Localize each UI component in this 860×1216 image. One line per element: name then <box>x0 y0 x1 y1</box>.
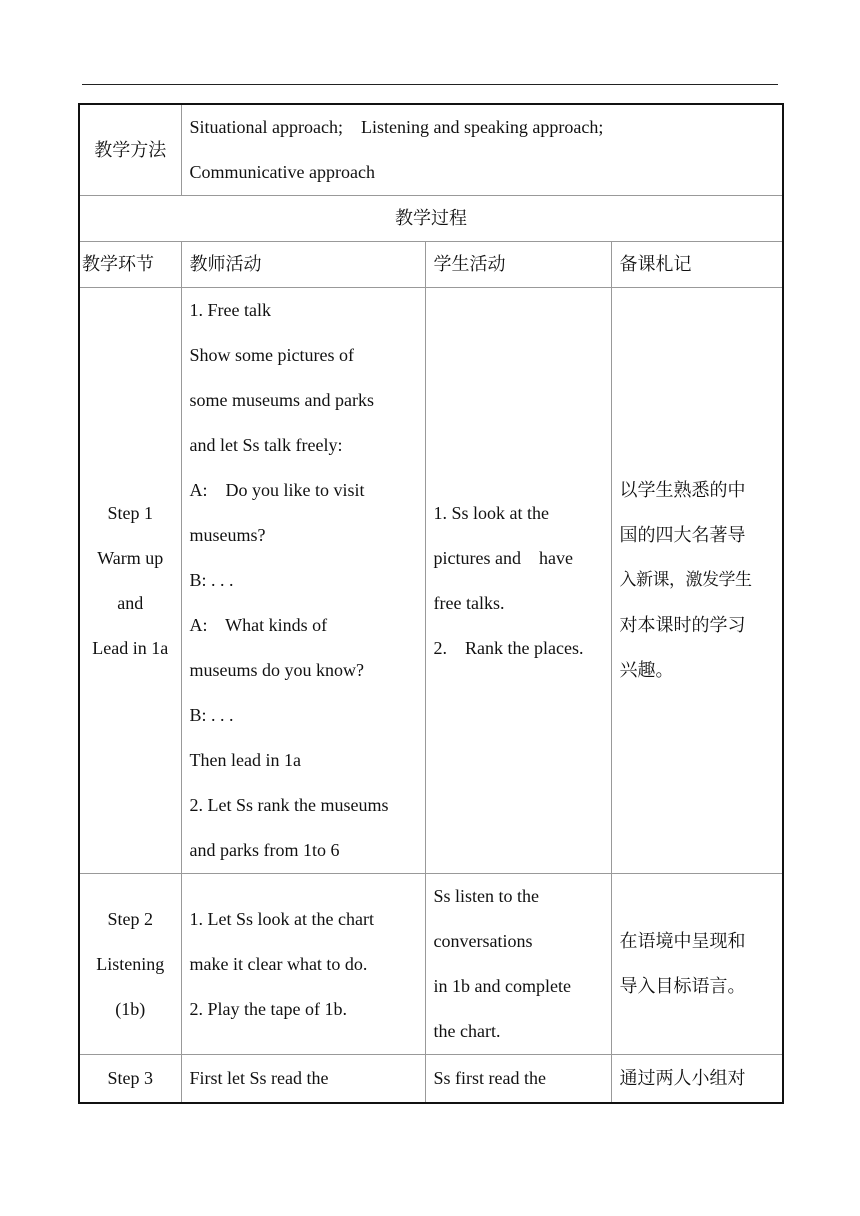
stage-line: and <box>117 592 144 613</box>
student-line: 2. Rank the places. <box>433 637 584 658</box>
step3-row <box>79 1055 783 1104</box>
teacher-line: museums? <box>189 525 266 545</box>
method-content <box>181 104 783 196</box>
student-line: conversations <box>433 931 533 951</box>
teacher-line: 2. Play the tape of 1b. <box>189 998 347 1019</box>
step1-notes <box>611 288 783 874</box>
teacher-line: 1. Free talk <box>189 300 271 320</box>
notes-line: 在语境中呈现和 <box>619 931 746 952</box>
step3-notes: 通过两人小组对 <box>611 1055 783 1104</box>
teacher-line: 1. Let Ss look at the chart <box>189 908 374 929</box>
notes-line: 对本课时的学习 <box>619 615 746 636</box>
teacher-line: A: Do you like to visit <box>189 480 365 500</box>
stage-line: Warm up <box>97 547 164 568</box>
notes-line: 导入目标语言。 <box>619 976 746 997</box>
method-row <box>79 104 783 196</box>
teacher-line: some museums and parks <box>189 390 374 410</box>
step2-notes <box>611 874 783 1055</box>
step2-row <box>79 874 783 1055</box>
stage-line: Lead in 1a <box>92 637 169 658</box>
teacher-line: and let Ss talk freely: <box>189 435 343 455</box>
header-stage: 教学环节 <box>79 242 181 288</box>
teacher-line: Show some pictures of <box>189 345 354 365</box>
teacher-line: 2. Let Ss rank the museums <box>189 795 389 815</box>
teacher-line: Then lead in 1a <box>189 750 301 770</box>
teacher-line: and parks from 1to 6 <box>189 840 340 860</box>
header-rule <box>82 84 778 85</box>
stage-line: Step 1 <box>107 502 153 523</box>
step1-teacher <box>181 288 425 874</box>
step1-student <box>425 288 611 874</box>
header-row <box>79 242 783 288</box>
process-title: 教学过程 <box>79 196 783 242</box>
notes-line: 国的四大名著导 <box>619 525 746 546</box>
student-line: in 1b and complete <box>433 976 571 996</box>
header-teacher: 教师活动 <box>181 242 425 288</box>
process-title-row <box>79 196 783 242</box>
step2-teacher <box>181 874 425 1055</box>
student-line: 1. Ss look at the <box>433 502 549 523</box>
method-line: Situational approach; Listening and speaking approach; <box>189 117 604 137</box>
stage-line: (1b) <box>115 998 146 1019</box>
step3-teacher: First let Ss read the <box>181 1055 425 1104</box>
teacher-line: museums do you know? <box>189 660 364 680</box>
student-line: free talks. <box>433 592 505 613</box>
student-line: Ss listen to the <box>433 886 540 906</box>
method-label: 教学方法 <box>79 104 181 196</box>
student-line: pictures and have <box>433 547 573 568</box>
lesson-plan-table <box>78 103 784 1104</box>
step3-stage: Step 3 <box>79 1055 181 1104</box>
step1-stage <box>79 288 181 874</box>
stage-line: Listening <box>96 953 165 974</box>
teacher-line: A: What kinds of <box>189 615 328 635</box>
notes-line: 入新课，激发学生 <box>619 570 752 590</box>
step1-row <box>79 288 783 874</box>
stage-line: Step 2 <box>107 908 153 929</box>
step3-student: Ss first read the <box>425 1055 611 1104</box>
student-line: the chart. <box>433 1021 501 1041</box>
header-student: 学生活动 <box>425 242 611 288</box>
teacher-line: B: . . . <box>189 570 234 590</box>
header-notes: 备课札记 <box>611 242 783 288</box>
teacher-line: B: . . . <box>189 705 234 725</box>
step2-stage <box>79 874 181 1055</box>
teacher-line: make it clear what to do. <box>189 953 368 974</box>
step2-student <box>425 874 611 1055</box>
method-line: Communicative approach <box>189 162 375 182</box>
notes-line: 兴趣。 <box>619 660 674 681</box>
notes-line: 以学生熟悉的中 <box>619 480 746 501</box>
